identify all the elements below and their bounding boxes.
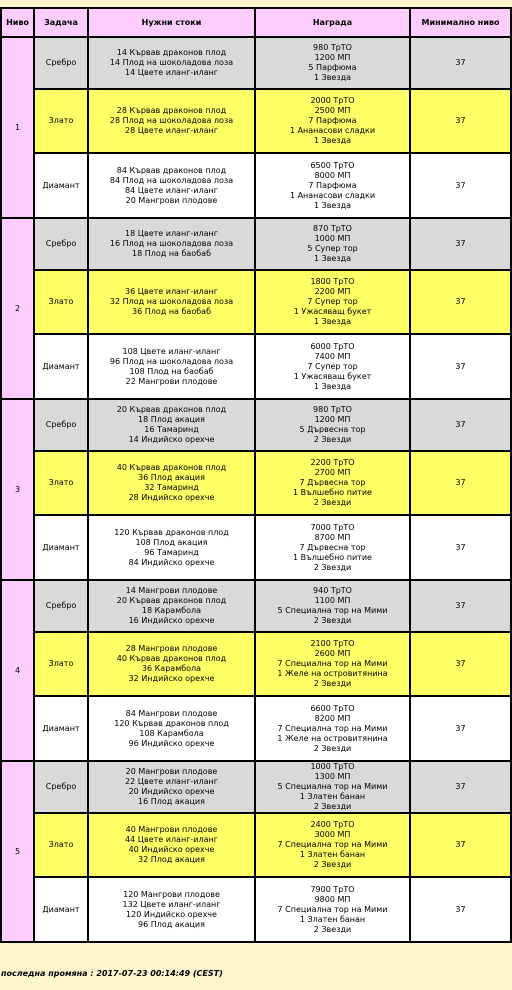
reward-line: 1800 ТрТО — [310, 277, 355, 286]
reward-line: 5 Супер тор — [307, 244, 358, 253]
goods-line: 22 Цвете иланг-иланг — [125, 777, 218, 786]
goods-cell — [88, 334, 255, 399]
reward-line: 1300 МП — [314, 772, 351, 781]
reward-cell — [255, 813, 410, 877]
goods-cell — [88, 515, 255, 580]
header-level: Ниво — [1, 8, 34, 37]
min-level-cell: 37 — [410, 877, 511, 942]
reward-line: 1 Звезда — [313, 73, 352, 82]
goods-line: 84 Кървав драконов плод — [116, 165, 227, 175]
reward-line: 7 Специална тор на Мими — [277, 659, 388, 668]
goods-cell — [88, 877, 255, 942]
goods-line: 28 Мангрови плодове — [125, 644, 218, 653]
goods-cell — [88, 761, 255, 813]
goods-line: 28 Плод на шоколадова лоза — [109, 116, 234, 125]
goods-line: 32 Тамаринд — [144, 483, 199, 492]
reward-line: 1 Ананасови сладки — [289, 126, 376, 135]
table-row — [1, 515, 511, 580]
table-row — [1, 153, 511, 218]
reward-line: 2200 МП — [314, 287, 351, 296]
reward-line: 7 Парфюма — [308, 180, 357, 190]
reward-line: 1 Златен банан — [299, 792, 366, 801]
min-level-cell: 37 — [410, 761, 511, 813]
reward-line: 1 Ужасяващ букет — [293, 307, 372, 316]
table-row — [1, 451, 511, 515]
min-level-cell: 37 — [410, 451, 511, 515]
reward-line: 2 Звезди — [313, 743, 352, 753]
reward-cell — [255, 696, 410, 761]
goods-line: 108 Карамбола — [139, 728, 204, 738]
rewards-table — [0, 7, 512, 943]
table-row — [1, 877, 511, 942]
min-level-cell: 37 — [410, 696, 511, 761]
task-cell: Сребро — [34, 37, 88, 89]
reward-line: 1200 МП — [314, 415, 351, 424]
reward-cell — [255, 877, 410, 942]
reward-line: 940 ТрТО — [313, 586, 352, 595]
reward-line: 1 Вълшебно питие — [293, 488, 372, 497]
reward-line: 6500 ТрТО — [310, 160, 355, 170]
reward-line: 5 Парфюма — [308, 63, 357, 72]
reward-cell — [255, 270, 410, 334]
goods-line: 14 Кървав драконов плод — [116, 48, 227, 57]
reward-line: 1 Звезда — [313, 317, 352, 326]
goods-line: 18 Плод на баобаб — [132, 249, 211, 258]
goods-line: 14 Мангрови плодове — [125, 586, 218, 595]
goods-line: 108 Плод акация — [135, 537, 208, 547]
goods-line: 96 Плод на шоколадова лоза — [109, 356, 234, 366]
goods-line: 40 Кървав драконов плод — [116, 654, 227, 663]
reward-line: 1 Златен банан — [299, 850, 366, 859]
reward-line: 1200 МП — [314, 53, 351, 62]
goods-line: 20 Мангрови плодове — [125, 195, 218, 205]
goods-line: 16 Индийско орехче — [128, 616, 215, 625]
goods-line: 16 Тамаринд — [144, 425, 199, 434]
task-cell: Злато — [34, 89, 88, 153]
goods-line: 108 Цвете иланг-иланг — [122, 346, 221, 356]
goods-line: 32 Плод акация — [138, 855, 205, 864]
table-row — [1, 696, 511, 761]
min-level-cell: 37 — [410, 270, 511, 334]
goods-line: 132 Цвете иланг-иланг — [122, 899, 221, 909]
reward-line: 6600 ТрТО — [310, 703, 355, 713]
goods-line: 28 Цвете иланг-иланг — [125, 126, 218, 135]
reward-cell — [255, 761, 410, 813]
goods-line: 20 Мангрови плодове — [125, 767, 218, 776]
min-level-cell: 37 — [410, 218, 511, 270]
reward-line: 7 Специална тор на Мими — [277, 904, 388, 914]
reward-line: 9800 МП — [314, 894, 351, 904]
reward-cell — [255, 399, 410, 451]
goods-line: 20 Кървав драконов плод — [116, 596, 227, 605]
goods-cell — [88, 37, 255, 89]
header-min-level: Минимално ниво — [410, 8, 511, 37]
goods-line: 120 Мангрови плодове — [123, 889, 220, 899]
goods-cell — [88, 270, 255, 334]
table-row — [1, 580, 511, 632]
reward-line: 6000 ТрТО — [310, 341, 355, 351]
last-modified-note: последна промяна : 2017-07-23 00:14:49 (CEST) — [1, 969, 223, 978]
reward-line: 2 Звезди — [313, 679, 352, 688]
reward-line: 1 Желе на островитянина — [277, 669, 388, 678]
goods-line: 20 Кървав драконов плод — [116, 405, 227, 414]
goods-line: 36 Цвете иланг-иланг — [125, 287, 218, 296]
reward-line: 1100 МП — [314, 596, 351, 605]
table-row — [1, 218, 511, 270]
task-cell: Злато — [34, 451, 88, 515]
goods-line: 44 Цвете иланг-иланг — [125, 835, 218, 844]
goods-line: 18 Карамбола — [141, 606, 202, 615]
task-cell: Сребро — [34, 761, 88, 813]
goods-cell — [88, 153, 255, 218]
goods-line: 20 Индийско орехче — [128, 787, 215, 796]
goods-cell — [88, 399, 255, 451]
min-level-cell: 37 — [410, 334, 511, 399]
table-row — [1, 632, 511, 696]
reward-line: 7900 ТрТО — [310, 884, 355, 894]
reward-line: 7400 МП — [314, 351, 351, 361]
goods-line: 84 Индийско орехче — [128, 557, 215, 567]
reward-line: 7 Специална тор на Мими — [277, 840, 388, 849]
reward-line: 2400 ТрТО — [310, 820, 355, 829]
goods-line: 36 Плод на баобаб — [132, 307, 211, 316]
min-level-cell: 37 — [410, 515, 511, 580]
reward-line: 980 ТрТО — [313, 405, 352, 414]
reward-line: 5 Специална тор на Мими — [277, 606, 388, 615]
goods-line: 36 Карамбола — [141, 664, 202, 673]
reward-line: 1 Желе на островитянина — [277, 733, 388, 743]
table-row — [1, 37, 511, 89]
reward-line: 1 Ананасови сладки — [289, 190, 376, 200]
task-cell: Диамант — [34, 515, 88, 580]
reward-line: 8000 МП — [314, 170, 351, 180]
reward-line: 7 Супер тор — [307, 361, 358, 371]
reward-line: 7 Специална тор на Мими — [277, 723, 388, 733]
goods-line: 22 Мангрови плодове — [125, 376, 218, 386]
reward-cell — [255, 580, 410, 632]
min-level-cell: 37 — [410, 580, 511, 632]
goods-line: 84 Плод на шоколадова лоза — [109, 175, 234, 185]
reward-cell — [255, 89, 410, 153]
table-row — [1, 270, 511, 334]
goods-line: 32 Индийско орехче — [128, 674, 215, 683]
goods-cell — [88, 696, 255, 761]
header-reward: Награда — [255, 8, 410, 37]
table-row — [1, 399, 511, 451]
goods-line: 120 Индийско орехче — [126, 909, 217, 919]
level-cell: 4 — [1, 580, 34, 761]
reward-line: 1 Звезда — [313, 254, 352, 263]
goods-line: 84 Мангрови плодове — [125, 708, 218, 718]
level-cell: 1 — [1, 37, 34, 218]
goods-line: 14 Индийско орехче — [128, 435, 215, 444]
goods-line: 96 Плод акация — [138, 919, 205, 929]
task-cell: Злато — [34, 813, 88, 877]
header-row — [1, 8, 511, 37]
reward-line: 2500 МП — [314, 106, 351, 115]
reward-cell — [255, 37, 410, 89]
reward-line: 7 Супер тор — [307, 297, 358, 306]
goods-line: 14 Плод на шоколадова лоза — [109, 58, 234, 67]
reward-line: 870 ТрТО — [313, 224, 352, 233]
reward-line: 980 ТрТО — [313, 43, 352, 52]
min-level-cell: 37 — [410, 632, 511, 696]
goods-line: 84 Цвете иланг-иланг — [125, 185, 218, 195]
reward-line: 2 Звезди — [313, 562, 352, 572]
goods-line: 36 Плод акация — [138, 473, 205, 482]
reward-cell — [255, 632, 410, 696]
goods-cell — [88, 451, 255, 515]
goods-line: 108 Плод на баобаб — [129, 366, 214, 376]
goods-line: 40 Мангрови плодове — [125, 825, 218, 834]
table-row — [1, 89, 511, 153]
min-level-cell: 37 — [410, 399, 511, 451]
level-cell: 5 — [1, 761, 34, 942]
header-goods: Нужни стоки — [88, 8, 255, 37]
min-level-cell: 37 — [410, 89, 511, 153]
reward-line: 1 Звезда — [313, 200, 352, 210]
reward-line: 1 Вълшебно питие — [293, 552, 372, 562]
table-body — [1, 37, 511, 942]
goods-line: 96 Тамаринд — [144, 547, 199, 557]
reward-line: 2000 ТрТО — [310, 96, 355, 105]
task-cell: Сребро — [34, 218, 88, 270]
reward-line: 5 Специална тор на Мими — [277, 782, 388, 791]
reward-line: 1 Златен банан — [299, 914, 366, 924]
reward-line: 7 Дървесна тор — [299, 478, 366, 487]
goods-line: 28 Индийско орехче — [128, 493, 215, 502]
min-level-cell: 37 — [410, 813, 511, 877]
task-cell: Диамант — [34, 153, 88, 218]
reward-cell — [255, 451, 410, 515]
level-cell: 2 — [1, 218, 34, 399]
task-cell: Диамант — [34, 696, 88, 761]
reward-line: 8200 МП — [314, 713, 351, 723]
reward-line: 1 Звезда — [313, 381, 352, 391]
reward-line: 8700 МП — [314, 532, 351, 542]
task-cell: Диамант — [34, 334, 88, 399]
task-cell: Злато — [34, 632, 88, 696]
reward-line: 2200 ТрТО — [310, 458, 355, 467]
level-cell: 3 — [1, 399, 34, 580]
reward-line: 2 Звезди — [313, 860, 352, 869]
goods-cell — [88, 813, 255, 877]
task-cell: Диамант — [34, 877, 88, 942]
reward-cell — [255, 334, 410, 399]
reward-line: 2 Звезди — [313, 616, 352, 625]
reward-line: 2 Звезди — [313, 802, 352, 811]
goods-cell — [88, 218, 255, 270]
min-level-cell: 37 — [410, 37, 511, 89]
min-level-cell: 37 — [410, 153, 511, 218]
reward-line: 1000 ТрТО — [310, 762, 355, 771]
goods-line: 40 Индийско орехче — [128, 845, 215, 854]
reward-line: 2 Звезди — [313, 435, 352, 444]
reward-line: 7000 ТрТО — [310, 522, 355, 532]
goods-line: 32 Плод на шоколадова лоза — [109, 297, 234, 306]
task-cell: Сребро — [34, 580, 88, 632]
header-task: Задача — [34, 8, 88, 37]
reward-line: 2 Звезди — [313, 498, 352, 507]
reward-line: 2100 ТрТО — [310, 639, 355, 648]
goods-line: 14 Цвете иланг-иланг — [125, 68, 218, 77]
table-row — [1, 813, 511, 877]
reward-line: 7 Парфюма — [308, 116, 357, 125]
table-row — [1, 761, 511, 813]
reward-line: 2 Звезди — [313, 924, 352, 934]
reward-line: 7 Дървесна тор — [299, 542, 366, 552]
reward-cell — [255, 218, 410, 270]
goods-line: 120 Кървав драконов плод — [114, 527, 229, 537]
reward-line: 5 Дървесна тор — [299, 425, 366, 434]
reward-cell — [255, 515, 410, 580]
goods-line: 28 Кървав драконов плод — [116, 106, 227, 115]
task-cell: Злато — [34, 270, 88, 334]
reward-line: 2700 МП — [314, 468, 351, 477]
goods-line: 96 Индийско орехче — [128, 738, 215, 748]
goods-cell — [88, 632, 255, 696]
reward-line: 2600 МП — [314, 649, 351, 658]
goods-line: 16 Плод акация — [138, 797, 205, 806]
task-cell: Сребро — [34, 399, 88, 451]
goods-line: 18 Плод акация — [138, 415, 205, 424]
reward-line: 1 Звезда — [313, 136, 352, 145]
reward-cell — [255, 153, 410, 218]
goods-cell — [88, 580, 255, 632]
reward-line: 3000 МП — [314, 830, 351, 839]
goods-line: 120 Кървав драконов плод — [114, 718, 229, 728]
goods-line: 40 Кървав драконов плод — [116, 463, 227, 472]
goods-line: 16 Плод на шоколадова лоза — [109, 239, 234, 248]
goods-line: 18 Цвете иланг-иланг — [125, 229, 218, 238]
table-row — [1, 334, 511, 399]
goods-cell — [88, 89, 255, 153]
reward-line: 1000 МП — [314, 234, 351, 243]
reward-line: 1 Ужасяващ букет — [293, 371, 372, 381]
